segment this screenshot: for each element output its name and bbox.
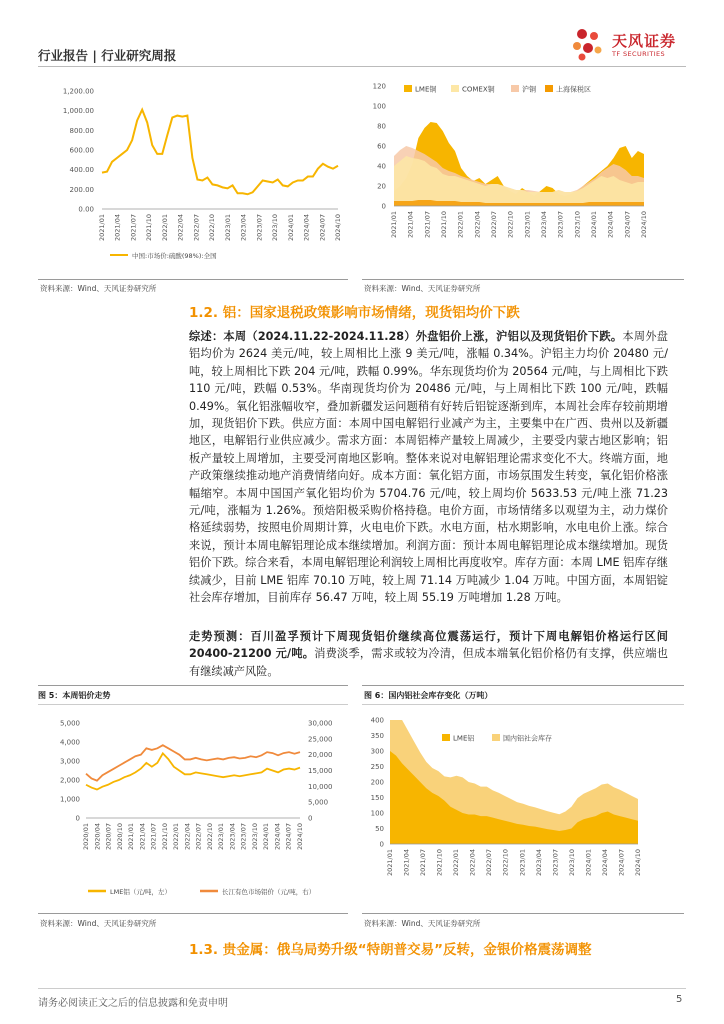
x-tick-label: 2021/10	[160, 823, 169, 851]
legend-swatch	[404, 85, 412, 92]
footer-divider	[38, 988, 686, 989]
x-tick-label: 2021/07	[129, 214, 138, 242]
section-title-aluminum: 1.2. 铝：国家退税政策影响市场情绪，现货铝均价下跌	[189, 305, 520, 321]
logo-icon	[568, 24, 608, 64]
x-tick-label: 2020/10	[115, 823, 124, 851]
y-tick-label: 120	[372, 82, 386, 91]
x-tick-label: 2021/04	[138, 823, 147, 851]
legend-swatch	[442, 734, 450, 741]
copper-inventory-chart	[362, 76, 684, 286]
x-tick-label: 2024/04	[273, 823, 282, 851]
series-line-sulfuric-acid	[102, 110, 338, 195]
x-tick-label: 2024/07	[623, 211, 632, 239]
x-tick-label: 2024/07	[284, 823, 293, 851]
fig6-title: 图 6：国内铝社会库存变化（万吨）	[364, 691, 493, 700]
divider	[362, 704, 684, 705]
report-header: 行业报告 | 行业研究周报	[38, 48, 177, 63]
x-tick-label: 2022/07	[194, 823, 203, 851]
x-tick-label: 2023/07	[255, 214, 264, 242]
logo-name: 天风证券	[612, 32, 677, 50]
y-tick-label: 0	[379, 840, 384, 849]
x-tick-label: 2023/10	[250, 823, 259, 851]
x-tick-label: 2024/04	[302, 214, 311, 242]
x-tick-label: 2023/01	[518, 849, 527, 877]
y-tick-label: 400.00	[69, 166, 94, 175]
fig6-source: 资料来源：Wind、天风证券研究所	[364, 919, 481, 928]
x-tick-label: 2023/07	[556, 211, 565, 239]
x-tick-label: 2021/04	[113, 214, 122, 242]
footer-disclaimer: 请务必阅读正文之后的信息披露和免责申明	[38, 998, 228, 1009]
y-tick-label: 1,000	[59, 795, 80, 804]
y-tick-label: 400	[370, 716, 384, 725]
y-tick-label: 10,000	[308, 782, 333, 791]
x-tick-label: 2021/01	[127, 823, 136, 851]
x-tick-label: 2022/07	[485, 849, 494, 877]
fig5-source: 资料来源：Wind、天风证券研究所	[40, 919, 157, 928]
legend-label: LME铝	[453, 734, 475, 743]
x-tick-label: 2021/07	[419, 849, 428, 877]
x-tick-label: 2020/07	[104, 823, 113, 851]
y-tick-label: 2,000	[59, 776, 80, 785]
x-tick-label: 2023/01	[523, 211, 532, 239]
sulfuric-acid-price-chart	[38, 76, 348, 286]
x-tick-label: 2023/04	[540, 211, 548, 239]
aluminum-forecast-paragraph	[189, 628, 668, 680]
y-tick-label: 3,000	[59, 757, 80, 766]
x-tick-label: 2022/10	[205, 823, 214, 851]
y-tick-label: 0	[308, 814, 313, 823]
x-tick-label: 2021/10	[145, 214, 154, 242]
x-tick-label: 2021/04	[402, 849, 411, 877]
y-tick-label: 100	[370, 809, 384, 818]
x-tick-label: 2022/10	[506, 211, 515, 239]
x-tick-label: 2024/10	[634, 849, 642, 877]
divider	[362, 913, 684, 914]
aluminum-inventory-chart	[362, 708, 684, 908]
x-tick-label: 2020/04	[93, 823, 102, 851]
x-tick-label: 2023/04	[534, 849, 543, 877]
legend-label: 国内铝社会库存	[503, 734, 552, 743]
y-tick-label: 50	[375, 825, 384, 833]
x-tick-label: 2022/01	[160, 214, 169, 242]
y-tick-label: 25,000	[308, 735, 333, 744]
divider	[38, 704, 348, 705]
x-tick-label: 2021/01	[386, 849, 394, 877]
x-tick-label: 2022/07	[490, 211, 498, 239]
y-tick-label: 5,000	[308, 798, 329, 807]
y-tick-label: 800.00	[69, 126, 94, 135]
x-tick-label: 2022/10	[501, 849, 510, 877]
y-tick-label: 200.00	[69, 185, 94, 194]
page-number: 5	[676, 994, 683, 1005]
header-divider	[38, 66, 686, 67]
y-tick-label: 4,000	[59, 738, 80, 747]
x-tick-label: 2024/01	[262, 823, 271, 851]
legend-swatch	[451, 85, 459, 92]
x-tick-label: 2021/10	[435, 849, 444, 877]
x-tick-label: 2024/01	[286, 214, 295, 242]
y-tick-label: 20	[377, 182, 386, 191]
x-tick-label: 2024/10	[640, 211, 648, 239]
forecast-body: 消费淡季，需求或较为冷清，但成本端氧化铝价格仍有支撑，供应端也有继续减产风险。	[189, 647, 668, 678]
y-tick-label: 0	[381, 202, 386, 211]
x-tick-label: 2021/04	[406, 211, 415, 239]
legend-label: LME铝（元/吨，左）	[110, 888, 172, 896]
x-tick-label: 2022/07	[192, 214, 201, 242]
divider	[362, 279, 684, 280]
x-tick-label: 2024/07	[617, 849, 626, 877]
x-tick-label: 2023/01	[217, 823, 226, 851]
y-tick-label: 0	[75, 814, 80, 823]
x-tick-label: 2023/07	[551, 849, 560, 877]
y-tick-label: 350	[370, 732, 384, 740]
x-tick-label: 2022/01	[172, 823, 181, 851]
x-tick-label: 2022/01	[452, 849, 461, 877]
legend-swatch	[492, 734, 500, 741]
legend-label: LME铜	[415, 85, 437, 94]
divider	[38, 913, 348, 914]
x-tick-label: 2024/07	[318, 214, 327, 242]
divider	[362, 685, 684, 686]
y-tick-label: 5,000	[59, 719, 80, 728]
x-tick-label: 2022/10	[208, 214, 217, 242]
x-tick-label: 2023/07	[239, 823, 248, 851]
x-tick-label: 2021/07	[149, 823, 158, 851]
y-tick-label: 30,000	[308, 719, 333, 728]
x-tick-label: 2024/01	[584, 849, 593, 877]
logo-sub: TF SECURITIES	[612, 50, 666, 58]
x-tick-label: 2023/10	[271, 214, 280, 242]
section-title-precious-metals: 1.3. 贵金属：俄乌局势升级“特朗普交易”反转，金银价格震荡调整	[189, 942, 592, 958]
series-line-1	[86, 745, 300, 780]
chart2-source: 资料来源：Wind、天风证券研究所	[364, 284, 481, 293]
y-tick-label: 250	[370, 763, 384, 771]
x-tick-label: 2024/04	[600, 849, 609, 877]
y-tick-label: 80	[377, 122, 386, 131]
aluminum-summary-paragraph	[189, 328, 668, 607]
x-tick-label: 2024/01	[590, 211, 598, 239]
y-tick-label: 1,000.00	[62, 107, 94, 116]
fig5-title: 图 5：本周铝价走势	[38, 691, 111, 700]
summary-lead: 综述：本周（2024.11.22-2024.11.28）外盘铝价上涨，沪铝以及现货铝价下跌。	[189, 330, 623, 343]
y-tick-label: 0.00	[78, 205, 94, 214]
x-tick-label: 2023/04	[239, 214, 248, 242]
divider	[38, 685, 348, 686]
legend-label: 上海保税区	[556, 85, 591, 94]
legend-swatch	[545, 85, 553, 92]
x-tick-label: 2023/01	[223, 214, 232, 242]
x-tick-label: 2022/04	[468, 849, 477, 877]
x-tick-label: 2020/01	[82, 823, 90, 851]
x-tick-label: 2023/10	[567, 849, 576, 877]
x-tick-label: 2022/04	[183, 823, 192, 851]
y-tick-label: 300	[370, 747, 384, 756]
legend-label: 沪铜	[522, 85, 536, 94]
aluminum-price-chart	[38, 708, 348, 908]
x-tick-label: 2021/01	[98, 214, 106, 242]
x-tick-label: 2021/01	[390, 211, 398, 239]
y-tick-label: 20,000	[308, 751, 333, 760]
y-tick-label: 1,200.00	[62, 87, 94, 96]
x-tick-label: 2022/04	[473, 211, 482, 239]
y-tick-label: 40	[377, 162, 386, 171]
divider	[38, 279, 348, 280]
legend-label: COMEX铜	[462, 85, 495, 94]
y-tick-label: 100	[372, 102, 386, 111]
y-tick-label: 600.00	[69, 146, 94, 155]
x-tick-label: 2024/04	[606, 211, 615, 239]
x-tick-label: 2021/07	[423, 211, 432, 239]
x-tick-label: 2023/10	[573, 211, 582, 239]
forecast-lead: 走势预测：百川盈孚预计下周现货铝价继续高位震荡运行，预计下周电解铝价格运行区间 20400-21200 元/吨。	[189, 630, 668, 661]
y-tick-label: 15,000	[308, 767, 333, 775]
legend-label: 长江有色市场铝价（元/吨，右）	[222, 888, 316, 896]
x-tick-label: 2024/10	[296, 823, 304, 851]
y-tick-label: 60	[377, 142, 386, 151]
x-tick-label: 2023/04	[228, 823, 237, 851]
x-tick-label: 2022/01	[456, 211, 465, 239]
legend-label: 中国:市场价:硫酸(98%):全国	[132, 252, 217, 260]
summary-body: 本周外盘铝均价为 2624 美元/吨，较上周相比上涨 9 美元/吨，涨幅 0.34%。沪铝主力均价 20480 元/吨，较上周相比下跌 204 元/吨，跌幅 0.99%。华东现货均价为 20564 元/吨，与上周相比下跌 110 元/吨，跌幅 0.53%。华南现货均价为 20486 元/吨，与上周相比下跌 100 元/吨，跌幅 0.49%。氧化铝涨幅收窄，叠加新疆发运问题稍有好转后铝锭逐渐到库，本周社会库存较前期增加，现货铝价下跌。供应方面：本周中国电解铝行业减产为主，主要集中在广西、贵州以及新疆地区，电解铝行业供应减少。需求方面：本周铝棒产量较上周减少，主要受内蒙古地区影响；铝板产量较上周增加，主要受河南地区影响。整体来说对电解铝理论需求变化不大。终端方面，地产政策继续推动地产消费情绪向好。成本方面：氧化铝方面，市场氛围发生转变，氧化铝价格涨幅缩窄。本周中国国产氧化铝均价为 5704.76 元/吨，较上周均价 5633.53 元/吨上涨 71.23 元/吨，涨幅为 1.26%。预焙阳极采购价格持稳。电价方面，市场情绪多以观望为主，动力煤价格延续弱势，按照电价周期计算，火电电价下跌。水电方面，枯水期影响，水电电价上涨。综合来说，预计本周电解铝理论成本继续增加。利润方面：预计本周电解铝理论成本继续增加。现货铝价下跌。综合来看，本周电解铝理论利润较上周相比再度收窄。库存方面：本周 LME 铝库存继续减少，目前 LME 铝库 70.10 万吨，较上周 71.14 万吨减少 1.04 万吨。中国方面，本周铝锭社会库存增加，目前库存 56.47 万吨，较上周 55.19 万吨增加 1.28 万吨。	[189, 330, 668, 605]
y-tick-label: 200	[370, 778, 384, 787]
legend-swatch	[511, 85, 519, 92]
x-tick-label: 2021/10	[440, 211, 448, 239]
x-tick-label: 2024/10	[334, 214, 342, 242]
chart1-source: 资料来源：Wind、天风证券研究所	[40, 284, 157, 293]
y-tick-label: 150	[370, 794, 384, 802]
x-tick-label: 2022/04	[176, 214, 185, 242]
